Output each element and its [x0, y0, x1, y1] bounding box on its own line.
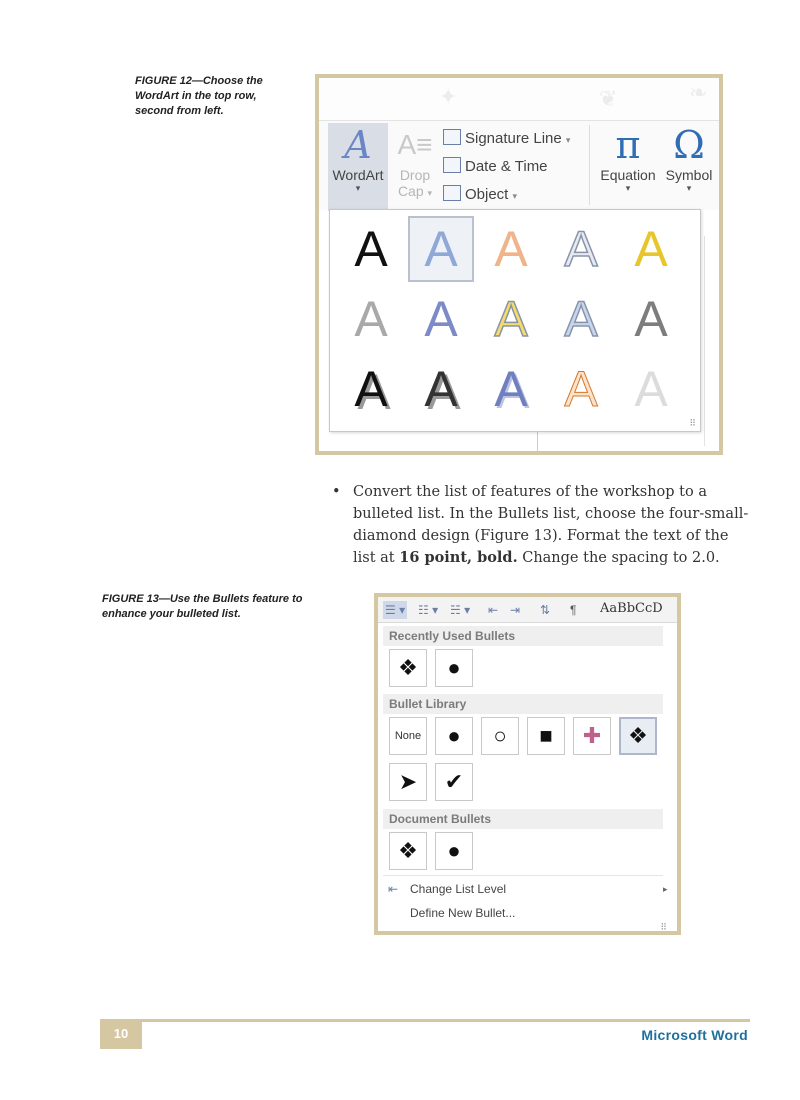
wordart-yellow-outline[interactable]: A [494, 291, 528, 347]
decorative-swirl-icon: ❦ [599, 86, 618, 111]
library-bullet-option-4[interactable]: ✚ [573, 717, 611, 755]
instruction-text: Convert the list of features of the workshop to a bulleted list. In the Bullets list, choose the four-small-diamond design (Figure 13). Format the text of the list at 16 point, bold. Change the spacing to 2.0. [353, 484, 749, 566]
wordart-white-outline[interactable]: A [564, 221, 598, 277]
document-bullet-option-1[interactable]: ● [435, 832, 473, 870]
wordart-blue-fill-selected[interactable]: A [408, 216, 474, 282]
style-preview[interactable]: AaBbCcD [600, 601, 663, 616]
multilevel-list-button[interactable]: ☵ ▾ [450, 603, 471, 617]
document-bullet-option-0[interactable]: ❖ [389, 832, 427, 870]
wordart-light-blue-outline[interactable]: A [564, 291, 598, 347]
ribbon-separator [589, 125, 590, 205]
bullets-button[interactable]: ☰ ▾ [385, 603, 406, 617]
recent-bullet-option-1[interactable]: ● [435, 649, 473, 687]
wordart-dark-shadow[interactable]: A [424, 361, 458, 417]
signature-line-button[interactable]: Signature Line ▾ [443, 125, 593, 153]
object-window-icon [443, 185, 461, 201]
recent-bullet-option-0[interactable]: ❖ [389, 649, 427, 687]
library-bullet-option-7[interactable]: ✔ [435, 763, 473, 801]
page-number: 10 [100, 1019, 142, 1049]
wordart-black-shadow[interactable]: A [354, 361, 388, 417]
change-list-level-item[interactable]: ⇤ Change List Level [388, 879, 506, 899]
recent-bullets-heading: Recently Used Bullets [383, 626, 663, 646]
drop-cap-button[interactable] [394, 123, 436, 211]
bullets-dropdown [383, 623, 669, 935]
footer-title: Microsoft Word [641, 1027, 748, 1043]
wordart-style-grid [336, 214, 686, 424]
calendar-clock-icon [443, 157, 461, 173]
wordart-orange-gradient[interactable]: A [494, 221, 528, 277]
wordart-gallery [329, 209, 701, 432]
instruction-paragraph [332, 481, 752, 569]
library-bullet-option-5[interactable]: ❖ [619, 717, 657, 755]
increase-indent-button[interactable]: ⇥ [510, 603, 521, 617]
figure-13-caption: FIGURE 13—Use the Bullets feature to enhance your bulleted list. [102, 593, 303, 620]
library-bullet-option-2[interactable]: ○ [481, 717, 519, 755]
omega-icon: Ω [673, 123, 705, 167]
wordart-white-reflection[interactable]: A [634, 361, 668, 417]
equation-button[interactable] [599, 123, 657, 193]
drop-cap-icon: A≡ [397, 129, 433, 160]
resize-grip-icon[interactable]: ⠿ [660, 922, 667, 932]
bold-format-text: 16 point, bold. [399, 549, 518, 566]
text-small-commands [443, 125, 593, 209]
resize-grip-icon[interactable]: ⠿ [689, 418, 696, 428]
ribbon-title-area [319, 78, 719, 120]
signature-line-icon [443, 129, 461, 145]
figure-12-caption: FIGURE 12—Choose the WordArt in the top row, second from left. [135, 75, 263, 117]
object-button[interactable]: Object ▾ [443, 181, 593, 209]
bullet-dot: • [332, 484, 341, 500]
bullet-library-heading: Bullet Library [383, 694, 663, 714]
wordart-icon: A [344, 123, 372, 167]
chevron-down-icon: ▾ [355, 183, 361, 193]
decorative-star-icon: ✦ [439, 84, 458, 109]
date-time-button[interactable]: Date & Time [443, 153, 593, 181]
wordart-gold-fill[interactable]: A [634, 221, 668, 277]
decrease-indent-button[interactable]: ⇤ [488, 603, 499, 617]
document-edge [537, 432, 538, 455]
wordart-blue-reflection[interactable]: A [424, 291, 458, 347]
decorative-swirl-icon: ❧ [689, 80, 708, 105]
library-bullet-option-0[interactable]: None [389, 717, 427, 755]
menu-separator [383, 875, 663, 876]
wordart-dark-gray-gradient[interactable]: A [634, 291, 668, 347]
library-bullet-option-6[interactable]: ➤ [389, 763, 427, 801]
submenu-arrow-icon: ▸ [663, 884, 668, 894]
library-bullet-option-1[interactable]: ● [435, 717, 473, 755]
define-new-bullet-item[interactable]: Define New Bullet... [410, 906, 516, 920]
footer-rule [100, 1019, 750, 1022]
insert-ribbon-group [319, 120, 719, 210]
wordart-blue-shadow[interactable]: A [494, 361, 528, 417]
chevron-down-icon: ▾ [686, 183, 692, 193]
wordart-label: WordArt [332, 167, 384, 183]
symbol-button[interactable] [661, 123, 717, 193]
list-level-icon: ⇤ [388, 882, 399, 896]
wordart-button[interactable] [328, 123, 388, 211]
pi-icon: π [615, 123, 641, 167]
drop-cap-label-line2: Cap ▾ [397, 183, 433, 199]
library-bullet-option-3[interactable]: ■ [527, 717, 565, 755]
chevron-down-icon: ▾ [625, 183, 631, 193]
wordart-gray-gradient[interactable]: A [354, 291, 388, 347]
show-formatting-button[interactable]: ¶ [570, 603, 577, 617]
equation-label: Equation [600, 167, 656, 183]
figure-13-screenshot [374, 593, 681, 935]
numbering-button[interactable]: ☷ ▾ [418, 603, 439, 617]
symbol-label: Symbol [665, 167, 713, 183]
wordart-orange-bevel[interactable]: A [564, 361, 598, 417]
document-edge [704, 236, 705, 446]
drop-cap-label: Drop [399, 167, 431, 183]
figure-12-screenshot [315, 74, 723, 455]
document-bullets-heading: Document Bullets [383, 809, 663, 829]
paragraph-toolbar [378, 597, 678, 623]
sort-button[interactable]: ⇅ [540, 603, 551, 617]
wordart-black-fill[interactable]: A [354, 221, 388, 277]
